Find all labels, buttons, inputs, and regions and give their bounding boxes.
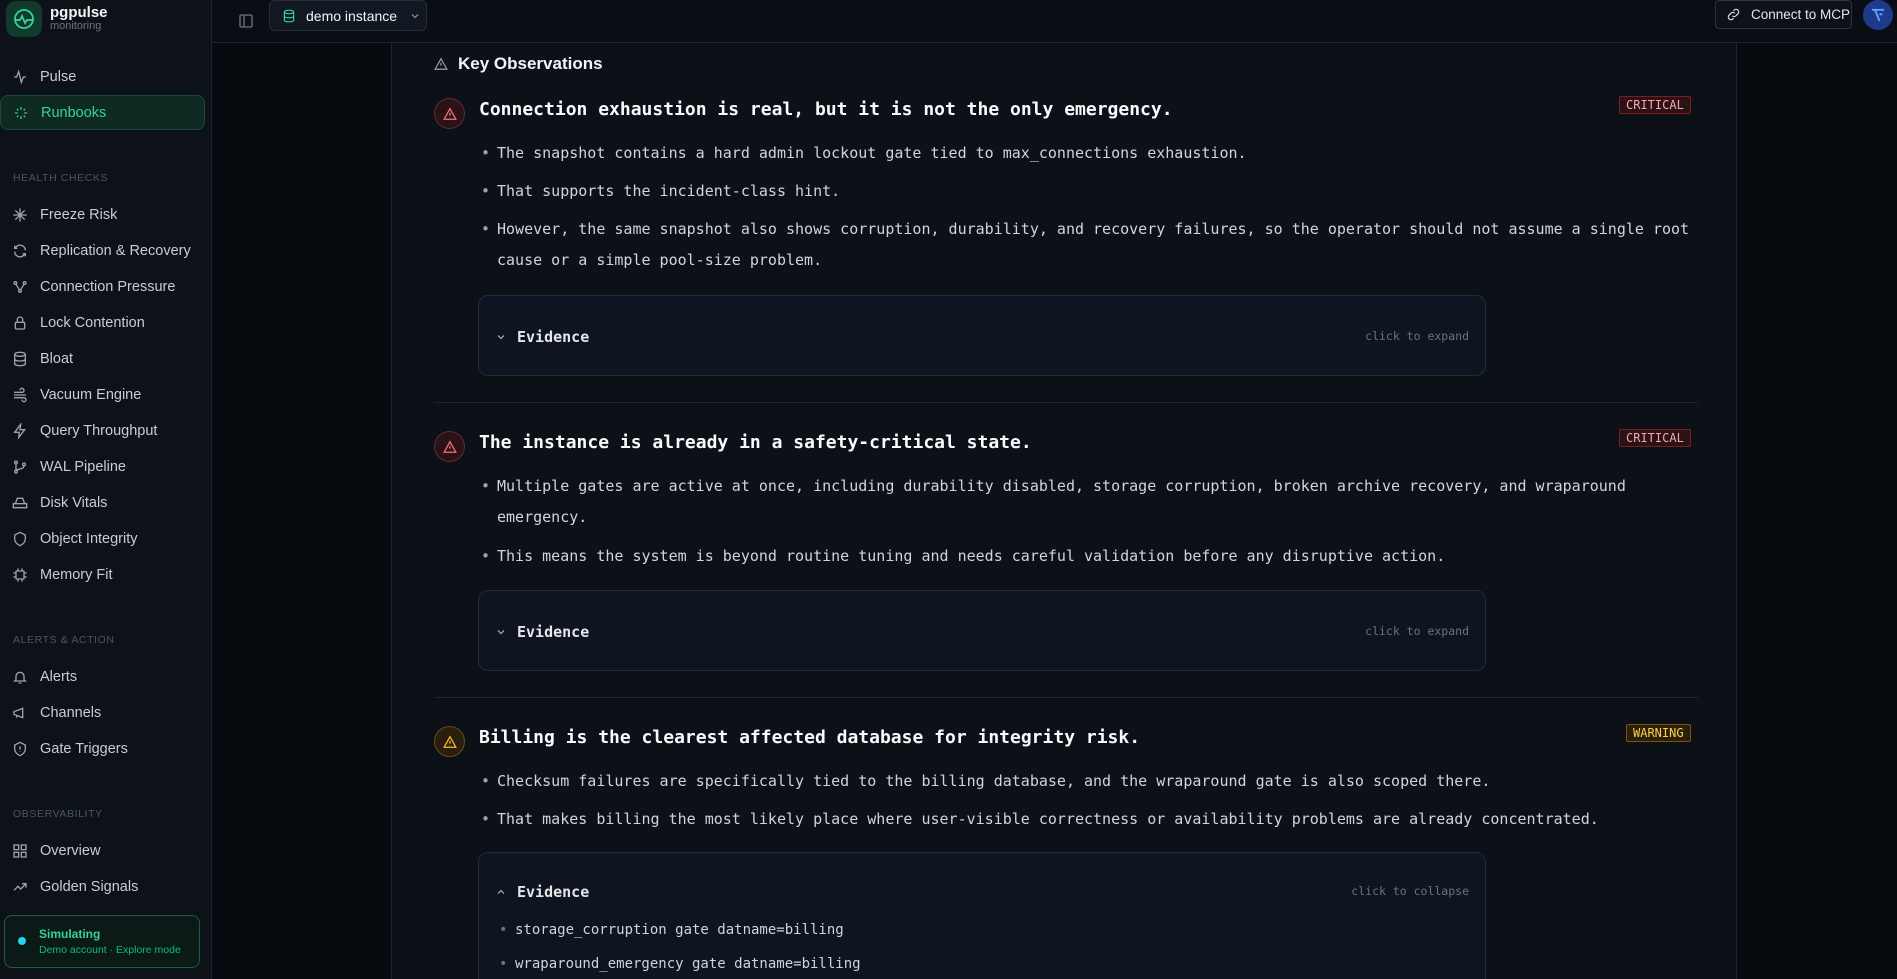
evidence-header[interactable] <box>495 591 589 672</box>
nav-item-golden-signals[interactable] <box>0 869 205 904</box>
nav-item-label: Bloat <box>40 350 74 367</box>
section-label-alerts: ALERTS & ACTION <box>13 634 115 646</box>
observation-bullet: • Checksum failures are specifically tied to the billing database, and the wraparound gate is also scoped there. <box>497 766 1697 797</box>
zap-icon <box>12 423 28 439</box>
instance-name: demo instance <box>306 7 398 24</box>
activity-icon <box>12 69 28 85</box>
nav-item-label: Pulse <box>40 68 77 85</box>
brand-name: pgpulse <box>50 3 108 21</box>
hard-drive-icon <box>12 495 28 511</box>
nav-item-connection-pressure[interactable] <box>0 269 205 304</box>
divider <box>434 697 1698 698</box>
nav-item-query-throughput[interactable] <box>0 413 205 448</box>
nav-item-memory-fit[interactable] <box>0 557 205 592</box>
user-logo-icon <box>1869 6 1887 24</box>
shield-icon <box>12 531 28 547</box>
cpu-icon <box>12 567 28 583</box>
evidence-label: Evidence <box>517 327 590 346</box>
critical-alert-icon <box>434 98 465 129</box>
evidence-panel-expanded[interactable] <box>478 852 1486 979</box>
nav-item-label: Replication & Recovery <box>40 242 191 259</box>
nav-item-wal-pipeline[interactable] <box>0 449 205 484</box>
nav-item-overview[interactable] <box>0 833 205 868</box>
nav-item-runbooks[interactable] <box>0 95 205 130</box>
nav-item-bloat[interactable] <box>0 341 205 376</box>
nav-item-replication[interactable] <box>0 233 205 268</box>
nav-item-pulse[interactable] <box>0 59 205 94</box>
observation-title: Connection exhaustion is real, but it is not the only emergency. <box>479 99 1173 120</box>
observation-title: The instance is already in a safety-critical state. <box>479 432 1032 453</box>
observation-bullet: • The snapshot contains a hard admin lockout gate tied to max_connections exhaustion. <box>497 138 1697 169</box>
simulating-subtitle: Demo account · Explore mode <box>39 944 181 956</box>
evidence-item: • storage_corruption gate datname=billing <box>515 922 844 938</box>
evidence-label: Evidence <box>517 622 590 641</box>
database-icon <box>12 351 28 367</box>
alert-triangle-icon <box>434 57 448 71</box>
observation-bullet: • That makes billing the most likely place where user-visible correctness or availability problems are already concentrated. <box>497 804 1697 835</box>
main-content <box>212 43 1897 979</box>
nav-item-gate-triggers[interactable] <box>0 731 205 766</box>
nav-item-disk-vitals[interactable] <box>0 485 205 520</box>
sparkles-icon <box>13 105 29 121</box>
runbook-panel <box>391 43 1737 979</box>
key-observations-heading <box>434 54 603 74</box>
git-branch-icon <box>12 459 28 475</box>
chevron-up-icon <box>495 886 507 898</box>
simulating-banner[interactable] <box>4 915 200 968</box>
section-label-observability: OBSERVABILITY <box>13 808 103 820</box>
observation-bullet: • This means the system is beyond routine tuning and needs careful validation before any disruptive action. <box>497 541 1697 572</box>
evidence-label: Evidence <box>517 883 590 901</box>
nav-item-vacuum-engine[interactable] <box>0 377 205 412</box>
divider <box>434 402 1698 403</box>
key-observations-label: Key Observations <box>458 54 603 73</box>
nav-item-object-integrity[interactable] <box>0 521 205 556</box>
nav-item-label: Gate Triggers <box>40 740 128 757</box>
nav-item-channels[interactable] <box>0 695 205 730</box>
refresh-icon <box>12 243 28 259</box>
connect-mcp-label: Connect to MCP <box>1751 7 1851 22</box>
grid-icon <box>12 843 28 859</box>
severity-badge: CRITICAL <box>1619 429 1691 447</box>
chevron-down-icon <box>495 626 507 638</box>
observation-title: Billing is the clearest affected database for integrity risk. <box>479 727 1141 748</box>
warning-alert-icon <box>434 726 465 757</box>
connect-mcp-button[interactable] <box>1715 0 1852 29</box>
evidence-header[interactable] <box>495 853 589 931</box>
brand[interactable] <box>0 0 211 37</box>
shield-alert-icon <box>12 741 28 757</box>
nav-item-label: Vacuum Engine <box>40 386 142 403</box>
megaphone-icon <box>12 705 28 721</box>
evidence-hint: click to expand <box>1365 624 1469 638</box>
nav-item-label: Disk Vitals <box>40 494 108 511</box>
evidence-panel[interactable] <box>478 295 1486 376</box>
nav-item-label: Channels <box>40 704 102 721</box>
nav-item-label: Freeze Risk <box>40 206 118 223</box>
evidence-header[interactable] <box>495 296 589 377</box>
nav-item-lock-contention[interactable] <box>0 305 205 340</box>
database-icon <box>282 9 296 23</box>
observation-bullet: • However, the same snapshot also shows corruption, durability, and recovery failures, so the operator should not assume a single root cause or a simple pool-size problem. <box>497 214 1697 276</box>
simulating-title: Simulating <box>39 927 101 941</box>
topbar <box>212 0 1897 43</box>
nav-item-label: WAL Pipeline <box>40 458 126 475</box>
critical-alert-icon <box>434 431 465 462</box>
section-label-health: HEALTH CHECKS <box>13 172 109 184</box>
avatar[interactable] <box>1863 0 1893 30</box>
status-dot-icon <box>18 937 26 945</box>
severity-badge: WARNING <box>1626 724 1691 742</box>
observation-bullet: • Multiple gates are active at once, including durability disabled, storage corruption, broken archive recovery, and wraparound emergency. <box>497 471 1697 533</box>
lock-icon <box>12 315 28 331</box>
evidence-hint: click to collapse <box>1351 884 1469 898</box>
nav-item-alerts[interactable] <box>0 659 205 694</box>
nav-item-freeze-risk[interactable] <box>0 197 205 232</box>
nav-item-label: Golden Signals <box>40 878 139 895</box>
chevron-down-icon <box>495 331 507 343</box>
sidebar <box>0 0 212 979</box>
snowflake-icon <box>12 207 28 223</box>
observation-bullet: • That supports the incident-class hint. <box>497 176 1697 207</box>
sidebar-toggle-icon[interactable] <box>238 13 254 29</box>
instance-selector[interactable] <box>269 0 427 31</box>
nav-item-label: Object Integrity <box>40 530 138 547</box>
trending-up-icon <box>12 879 28 895</box>
nav-item-label: Memory Fit <box>40 566 113 583</box>
evidence-item: • wraparound_emergency gate datname=billing <box>515 956 861 972</box>
evidence-hint: click to expand <box>1365 329 1469 343</box>
nav-item-label: Runbooks <box>41 104 107 121</box>
network-icon <box>12 279 28 295</box>
chevron-down-icon <box>409 10 421 22</box>
wind-icon <box>12 387 28 403</box>
brand-subtitle: monitoring <box>50 19 102 32</box>
nav-item-label: Overview <box>40 842 101 859</box>
nav-item-label: Query Throughput <box>40 422 158 439</box>
link-icon <box>1726 7 1741 22</box>
bell-icon <box>12 669 28 685</box>
nav-item-label: Connection Pressure <box>40 278 176 295</box>
evidence-panel[interactable] <box>478 590 1486 671</box>
pgpulse-logo-icon <box>6 1 42 37</box>
nav-item-label: Lock Contention <box>40 314 145 331</box>
nav-item-label: Alerts <box>40 668 78 685</box>
severity-badge: CRITICAL <box>1619 96 1691 114</box>
